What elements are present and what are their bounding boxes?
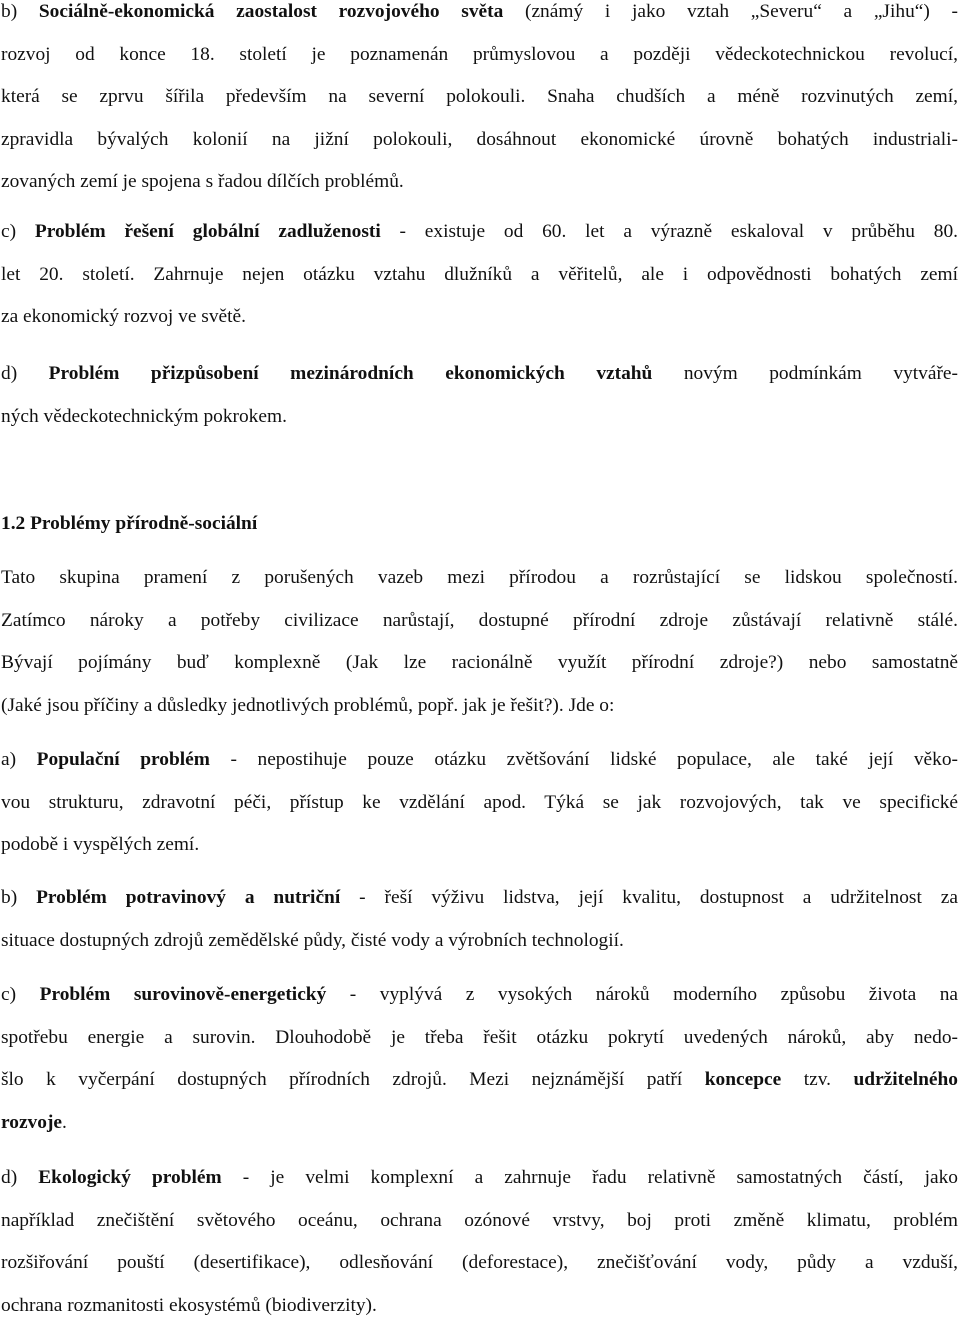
bold-text: udržitelného	[854, 1069, 959, 1090]
text-run: novým podmínkám vytváře-	[652, 363, 958, 384]
text-line	[1, 254, 958, 297]
bold-text: Populační problém	[37, 749, 210, 770]
text-line	[1, 34, 958, 77]
text-run: zovaných zemí je spojena s řadou dílčích problémů.	[1, 171, 404, 192]
text-run: a)	[1, 749, 37, 770]
paragraph-potravinovy-problem	[1, 877, 958, 962]
text-line	[1, 1017, 958, 1060]
text-line	[1, 1285, 958, 1327]
text-run: - je velmi komplexní a zahrnuje řadu relativně samostatných částí, jako	[222, 1167, 958, 1188]
text-run: která se zprvu šířila především na severní polokouli. Snaha chudších a méně rozvinutých zemí,	[1, 86, 958, 107]
text-run: rozšiřování pouští (desertifikace), odlesňování (deforestace), znečišťování vody, půdy a vzduší,	[1, 1252, 958, 1273]
text-run: b)	[1, 887, 36, 908]
text-run: - řeší výživu lidstva, její kvalitu, dostupnost a udržitelnost za	[340, 887, 958, 908]
paragraph-populacni-problem	[1, 739, 958, 867]
text-line	[1, 296, 958, 339]
text-run: ochrana rozmanitosti ekosystémů (biodiverzity).	[1, 1295, 377, 1316]
text-line	[1, 1242, 958, 1285]
text-run: situace dostupných zdrojů zemědělské půdy, čisté vody a výrobních technologií.	[1, 930, 624, 951]
text-run: vou strukturu, zdravotní péči, přístup ke vzdělání apod. Týká se jak rozvojových, tak ve specifické	[1, 792, 958, 813]
text-run: podobě i vyspělých zemí.	[1, 834, 199, 855]
paragraph-section-intro	[1, 557, 958, 727]
paragraph-ekologicky-problem	[1, 1157, 958, 1327]
text-run: d)	[1, 363, 49, 384]
text-line	[1, 824, 958, 867]
text-run: - vyplývá z vysokých nároků moderního způsobu života na	[326, 984, 958, 1005]
text-run: c)	[1, 221, 35, 242]
text-line	[1, 600, 958, 643]
text-run: .	[62, 1112, 67, 1133]
text-line	[1, 0, 958, 34]
text-line	[1, 920, 958, 963]
bold-text: Problém přizpůsobení mezinárodních ekonomických vztahů	[49, 363, 653, 384]
text-run: - nepostihuje pouze otázku zvětšování lidské populace, ale také její věko-	[210, 749, 958, 770]
text-run: Bývají pojímány buď komplexně (Jak lze racionálně využít přírodní zdroje?) nebo samostatně	[1, 652, 958, 673]
text-run: Zatímco nároky a potřeby civilizace narůstají, dostupné přírodní zdroje zůstávají relativně stálé.	[1, 610, 958, 631]
text-line	[1, 119, 958, 162]
text-line	[1, 1102, 958, 1145]
text-run: let 20. století. Zahrnuje nejen otázku vztahu dlužníků a věřitelů, ale i odpovědnosti bohatých zemí	[1, 264, 958, 285]
text-line	[1, 76, 958, 119]
text-run: Tato skupina pramení z porušených vazeb mezi přírodou a rozrůstající se lidskou společností.	[1, 567, 958, 588]
section-heading: 1.2 Problémy přírodně-sociální	[1, 503, 958, 546]
text-run: tzv.	[781, 1069, 853, 1090]
paragraph-mezinarodni-vztahy	[1, 353, 958, 438]
bold-text: Problém řešení globální zadluženosti	[35, 221, 381, 242]
text-run: zpravidla bývalých kolonií na jižní polokouli, dosáhnout ekonomické úrovně bohatých industriali-	[1, 129, 958, 150]
paragraph-surovinovy-problem	[1, 974, 958, 1144]
text-line	[1, 396, 958, 439]
text-line	[1, 877, 958, 920]
bold-text: koncepce	[705, 1069, 781, 1090]
bold-text: Problém surovinově-energetický	[40, 984, 327, 1005]
text-line	[1, 974, 958, 1017]
text-line	[1, 557, 958, 600]
text-line	[1, 161, 958, 204]
text-line	[1, 739, 958, 782]
text-run: spotřebu energie a surovin. Dlouhodobě je třeba řešit otázku pokrytí uvedených nároků, aby nedo-	[1, 1027, 958, 1048]
text-line	[1, 782, 958, 825]
text-line	[1, 1157, 958, 1200]
text-line	[1, 642, 958, 685]
bold-text: Sociálně-ekonomická zaostalost rozvojového světa	[39, 1, 503, 22]
text-run: (Jaké jsou příčiny a důsledky jednotlivých problémů, popř. jak je řešit?). Jde o:	[1, 695, 614, 716]
text-run: za ekonomický rozvoj ve světě.	[1, 306, 246, 327]
text-run: d)	[1, 1167, 38, 1188]
text-run: šlo k vyčerpání dostupných přírodních zdrojů. Mezi nejznámější patří	[1, 1069, 705, 1090]
text-line	[1, 685, 958, 728]
text-run: c)	[1, 984, 40, 1005]
paragraph-zadluzenost	[1, 211, 958, 339]
text-run: například znečištění světového oceánu, ochrana ozónové vrstvy, boj proti změně klimatu, problém	[1, 1210, 958, 1231]
text-line	[1, 353, 958, 396]
text-line	[1, 211, 958, 254]
bold-text: Ekologický problém	[38, 1167, 221, 1188]
bold-text: rozvoje	[1, 1112, 62, 1133]
text-run: - existuje od 60. let a výrazně eskaloval v průběhu 80.	[381, 221, 958, 242]
text-line	[1, 1200, 958, 1243]
text-run: (známý i jako vztah „Severu“ a „Jihu“) -	[503, 1, 958, 22]
text-run: b)	[1, 1, 39, 22]
bold-text: Problém potravinový a nutriční	[36, 887, 340, 908]
text-run: rozvoj od konce 18. století je poznamenán průmyslovou a později vědeckotechnickou revolucí,	[1, 44, 958, 65]
paragraph-rozvojovy-svet	[1, 0, 958, 204]
text-run: ných vědeckotechnickým pokrokem.	[1, 406, 287, 427]
text-line	[1, 1059, 958, 1102]
